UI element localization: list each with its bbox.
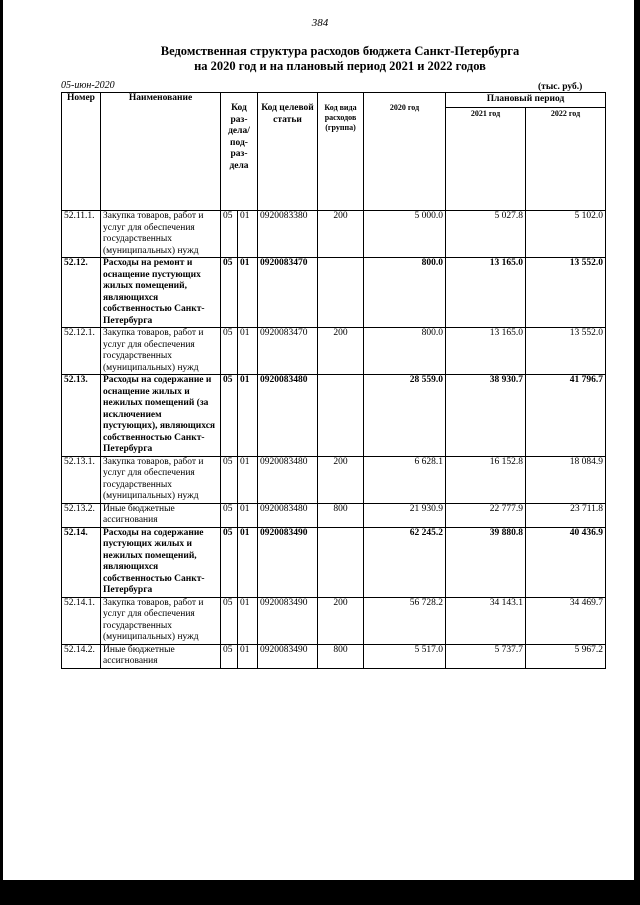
row-value-2021: 5 737.7 <box>446 644 526 668</box>
row-expense-type: 800 <box>318 644 364 668</box>
row-value-2020: 62 245.2 <box>364 527 446 597</box>
row-value-2022: 5 102.0 <box>526 211 606 258</box>
row-expense-type <box>318 258 364 328</box>
row-value-2020: 800.0 <box>364 258 446 328</box>
row-section-code: 05 <box>221 258 238 328</box>
row-section-code: 05 <box>221 211 238 258</box>
header-year-2021: 2021 год <box>446 108 526 211</box>
header-section-code: Код раз-дела/ под-раз-дела <box>221 93 258 211</box>
row-value-2022: 18 084.9 <box>526 456 606 503</box>
row-value-2020: 28 559.0 <box>364 375 446 457</box>
row-number: 52.14.1. <box>62 597 101 644</box>
row-subsection-code: 01 <box>238 375 258 457</box>
table-row <box>62 644 606 668</box>
scan-border-right <box>634 0 640 880</box>
title-line-2: на 2020 год и на плановый период 2021 и 2022 годов <box>194 59 486 73</box>
row-subsection-code: 01 <box>238 644 258 668</box>
row-subsection-code: 01 <box>238 503 258 527</box>
row-expense-type: 200 <box>318 456 364 503</box>
row-subsection-code: 01 <box>238 527 258 597</box>
row-name: Расходы на содержание пустующих жилых и нежилых помещений, являющихся собственностью Санкт-Петербурга <box>101 527 221 597</box>
row-subsection-code: 01 <box>238 328 258 375</box>
row-section-code: 05 <box>221 328 238 375</box>
row-expense-type <box>318 527 364 597</box>
row-name: Закупка товаров, работ и услуг для обеспечения государственных (муниципальных) нужд <box>101 597 221 644</box>
row-section-code: 05 <box>221 456 238 503</box>
page-number: 384 <box>311 17 329 29</box>
row-number: 52.13.1. <box>62 456 101 503</box>
table-row <box>62 597 606 644</box>
row-target-code: 0920083490 <box>258 527 318 597</box>
row-section-code: 05 <box>221 503 238 527</box>
header-name: Наименование <box>101 93 221 211</box>
row-name: Закупка товаров, работ и услуг для обеспечения государственных (муниципальных) нужд <box>101 211 221 258</box>
row-section-code: 05 <box>221 527 238 597</box>
row-value-2022: 41 796.7 <box>526 375 606 457</box>
row-expense-type: 200 <box>318 211 364 258</box>
table-row <box>62 328 606 375</box>
row-target-code: 0920083470 <box>258 328 318 375</box>
row-target-code: 0920083490 <box>258 597 318 644</box>
row-subsection-code: 01 <box>238 456 258 503</box>
row-target-code: 0920083470 <box>258 258 318 328</box>
row-value-2021: 16 152.8 <box>446 456 526 503</box>
row-name: Закупка товаров, работ и услуг для обеспечения государственных (муниципальных) нужд <box>101 456 221 503</box>
row-name: Иные бюджетные ассигнования <box>101 503 221 527</box>
row-name: Расходы на содержание и оснащение жилых и нежилых помещений (за исключением пустующих), являющихся собственностью Санкт-Петербурга <box>101 375 221 457</box>
row-expense-type: 200 <box>318 597 364 644</box>
row-section-code: 05 <box>221 597 238 644</box>
table-row <box>62 527 606 597</box>
table-row <box>62 456 606 503</box>
header-number: Номер <box>62 93 101 211</box>
row-number: 52.14. <box>62 527 101 597</box>
row-name: Иные бюджетные ассигнования <box>101 644 221 668</box>
row-name: Расходы на ремонт и оснащение пустующих жилых помещений, являющихся собственностью Санкт-Петербурга <box>101 258 221 328</box>
row-number: 52.11.1. <box>62 211 101 258</box>
table-row <box>62 258 606 328</box>
row-value-2022: 13 552.0 <box>526 328 606 375</box>
row-number: 52.13.2. <box>62 503 101 527</box>
row-target-code: 0920083480 <box>258 456 318 503</box>
header-target-code: Код целевой статьи <box>258 93 318 211</box>
row-target-code: 0920083480 <box>258 503 318 527</box>
row-value-2020: 800.0 <box>364 328 446 375</box>
row-value-2021: 13 165.0 <box>446 258 526 328</box>
row-value-2022: 23 711.8 <box>526 503 606 527</box>
scan-border-left <box>0 0 3 880</box>
document-date: 05-июн-2020 <box>61 80 115 91</box>
row-value-2021: 38 930.7 <box>446 375 526 457</box>
row-target-code: 0920083490 <box>258 644 318 668</box>
row-value-2020: 56 728.2 <box>364 597 446 644</box>
scan-border-bottom <box>0 880 640 905</box>
row-value-2022: 13 552.0 <box>526 258 606 328</box>
row-name: Закупка товаров, работ и услуг для обеспечения государственных (муниципальных) нужд <box>101 328 221 375</box>
row-number: 52.14.2. <box>62 644 101 668</box>
row-expense-type <box>318 375 364 457</box>
table-body <box>62 211 606 669</box>
row-subsection-code: 01 <box>238 211 258 258</box>
row-subsection-code: 01 <box>238 258 258 328</box>
row-value-2021: 22 777.9 <box>446 503 526 527</box>
row-value-2021: 39 880.8 <box>446 527 526 597</box>
row-value-2022: 5 967.2 <box>526 644 606 668</box>
table-row <box>62 375 606 457</box>
row-section-code: 05 <box>221 375 238 457</box>
row-value-2021: 34 143.1 <box>446 597 526 644</box>
row-value-2020: 21 930.9 <box>364 503 446 527</box>
table-row <box>62 503 606 527</box>
row-value-2021: 5 027.8 <box>446 211 526 258</box>
row-expense-type: 800 <box>318 503 364 527</box>
row-expense-type: 200 <box>318 328 364 375</box>
title-line-1: Ведомственная структура расходов бюджета Санкт-Петербурга <box>160 44 520 58</box>
table-row <box>62 211 606 258</box>
row-number: 52.13. <box>62 375 101 457</box>
header-year-2020: 2020 год <box>364 93 446 211</box>
row-value-2022: 40 436.9 <box>526 527 606 597</box>
header-year-2022: 2022 год <box>526 108 606 211</box>
row-value-2020: 5 517.0 <box>364 644 446 668</box>
header-expense-type-code: Код вида расходов (группа) <box>318 93 364 211</box>
row-number: 52.12.1. <box>62 328 101 375</box>
header-planned-period: Плановый период <box>446 93 606 108</box>
row-section-code: 05 <box>221 644 238 668</box>
row-target-code: 0920083380 <box>258 211 318 258</box>
row-number: 52.12. <box>62 258 101 328</box>
row-subsection-code: 01 <box>238 597 258 644</box>
budget-table <box>61 92 606 669</box>
row-value-2020: 5 000.0 <box>364 211 446 258</box>
document-title <box>90 44 590 74</box>
units-label: (тыс. руб.) <box>538 82 583 92</box>
row-value-2022: 34 469.7 <box>526 597 606 644</box>
row-value-2021: 13 165.0 <box>446 328 526 375</box>
row-value-2020: 6 628.1 <box>364 456 446 503</box>
row-target-code: 0920083480 <box>258 375 318 457</box>
